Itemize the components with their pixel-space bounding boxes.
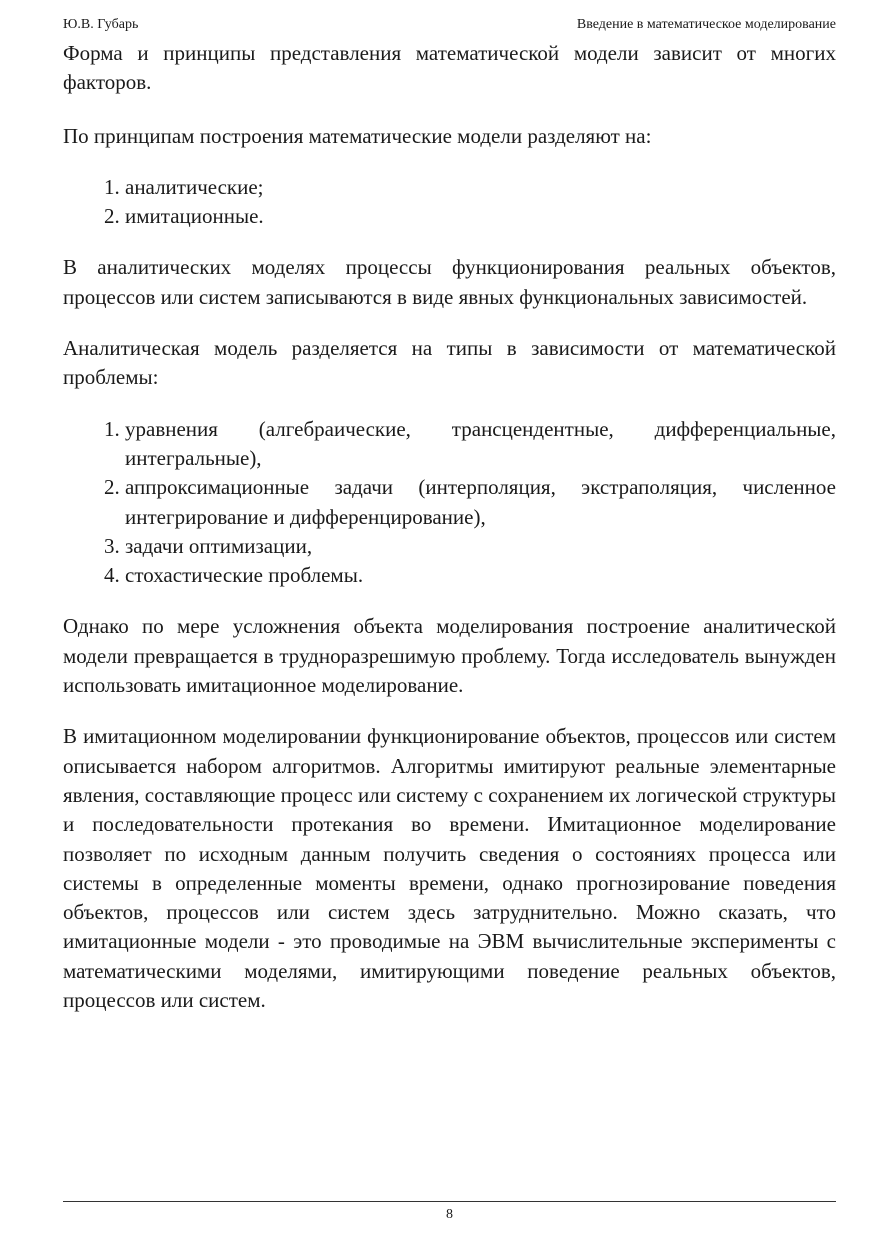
page-body [63,39,836,1015]
header-author: Ю.В. Губарь [63,17,139,32]
list-item: 2. имитационные. [125,202,836,231]
list-problem-types [63,415,836,591]
footer-divider [63,1201,836,1202]
list-item: 1. уравнения (алгебраические, трансцендентные, дифференциальные, интегральные), [125,415,836,474]
list-item: 4. стохастические проблемы. [125,561,836,590]
paragraph-construction-principles: По принципам построения математические модели разделяют на: [63,123,652,148]
paragraph-model-form: Форма и принципы представления математической модели зависит от многих факторов. [63,41,836,95]
paragraph-analytical-types: Аналитическая модель разделяется на типы в зависимости от математической проблемы: [63,336,836,390]
list-item: 1. аналитические; [125,173,836,202]
paragraph-simulation-modeling: В имитационном моделировании функционирование объектов, процессов или систем описывается набором алгоритмов. Алгоритмы имитируют реальные элементарные явления, составляющие процесс или систему с сохранением их логической структуры и последовательности протекания во времени. Имитационное моделирование позволяет по исходным данным получить сведения о состояниях процесса или системы в определенные моменты времени, однако прогнозирование поведения объектов, процессов или систем здесь затруднительно. Можно сказать, что имитационные модели - это проводимые на ЭВМ вычислительные эксперименты с математическими моделями, имитирующими поведение реальных объектов, процессов или систем. [63,724,836,1013]
page-number: 8 [446,1207,453,1222]
header-title: Введение в математическое моделирование [576,17,836,32]
document-page [63,0,836,1241]
list-item: 2. аппроксимационные задачи (интерполяция, экстраполяция, численное интегрирование и дифференцирование), [125,473,836,532]
paragraph-analytical-models: В аналитических моделях процессы функционирования реальных объектов, процессов или систем записываются в виде явных функциональных зависимостей. [63,255,836,309]
paragraph-complexity: Однако по мере усложнения объекта моделирования построение аналитической модели превращается в трудноразрешимую проблему. Тогда исследователь вынужден использовать имитационное моделирование. [63,614,836,698]
running-header [63,15,836,35]
list-model-types [63,173,836,232]
list-item: 3. задачи оптимизации, [125,532,836,561]
